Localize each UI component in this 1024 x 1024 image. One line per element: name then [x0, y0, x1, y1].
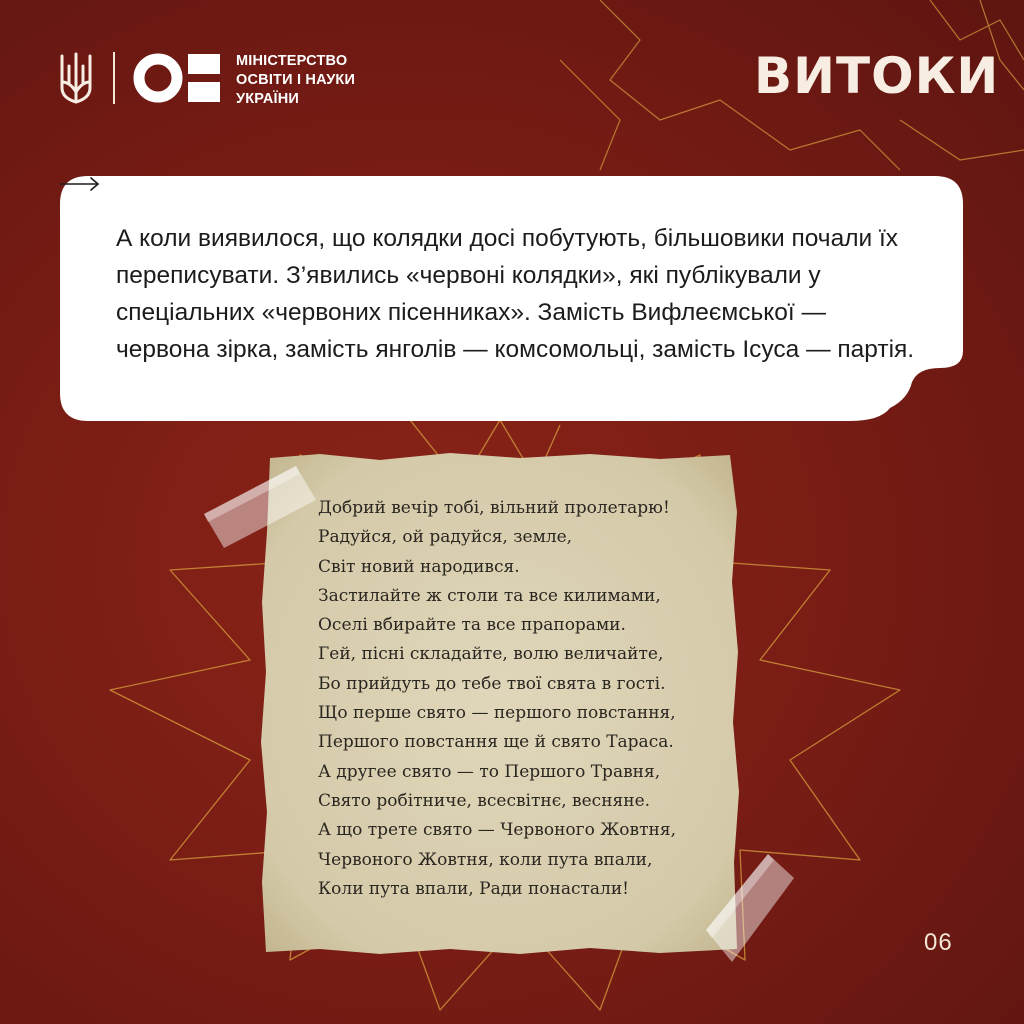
poem-line: Світ новий народився.: [318, 556, 520, 577]
poem-line: Червоного Жовтня, коли пута впали,: [318, 849, 653, 870]
tape-bottom-right: [700, 850, 800, 970]
trident-icon: [58, 52, 94, 106]
ministry-logo: [132, 52, 222, 104]
poem-line: Гей, пісні складайте, волю величайте,: [318, 644, 664, 665]
paper-sheet: [260, 452, 740, 955]
poem-line: Що перше свято — першого повстання,: [318, 703, 676, 724]
poem-line: Бо прийдуть до тебе твої свята в гості.: [318, 673, 666, 694]
header: [0, 0, 1024, 130]
brand-logo: ВИТОКИ: [754, 47, 1000, 105]
tape-top-left: [200, 462, 320, 552]
poem-line: Свято робітниче, всесвітнє, весняне.: [318, 790, 651, 811]
poem-line: Коли пута впали, Ради понастали!: [318, 878, 630, 899]
poem-line: Добрий вечір тобі, вільний пролетарю!: [318, 498, 670, 518]
text-card: [60, 176, 963, 421]
poem-line: Оселі вбирайте та все прапорами.: [318, 615, 626, 636]
ministry-line: УКРАЇНИ: [236, 91, 300, 107]
poem: [318, 494, 728, 904]
ministry-line: ОСВІТИ І НАУКИ: [236, 72, 356, 88]
poem-line: Радуйся, ой радуйся, земле,: [318, 527, 573, 548]
poem-line: Застилайте ж столи та все килимами,: [318, 585, 661, 606]
poem-line: Першого повстання ще й свято Тараса.: [318, 732, 674, 753]
ministry-name: [236, 52, 355, 109]
header-divider: [113, 52, 115, 104]
arrow-right-icon[interactable]: [60, 176, 100, 192]
poem-line: А другее свято — то Першого Травня,: [318, 761, 661, 782]
card-paragraph: А коли виявилося, що колядки досі побутують, більшовики почали їх переписувати. З’явились «червоні колядки», які публікували у спеціальних «червоних пісенниках». Замість Вифлеємської — червона зірка, замість янголів — комсомольці, замість Ісуса — партія.: [116, 225, 915, 363]
poem-line: А що трете свято — Червоного Жовтня,: [318, 820, 676, 841]
ministry-line: МІНІСТЕРСТВО: [236, 53, 348, 69]
page-number: 06: [924, 929, 953, 956]
